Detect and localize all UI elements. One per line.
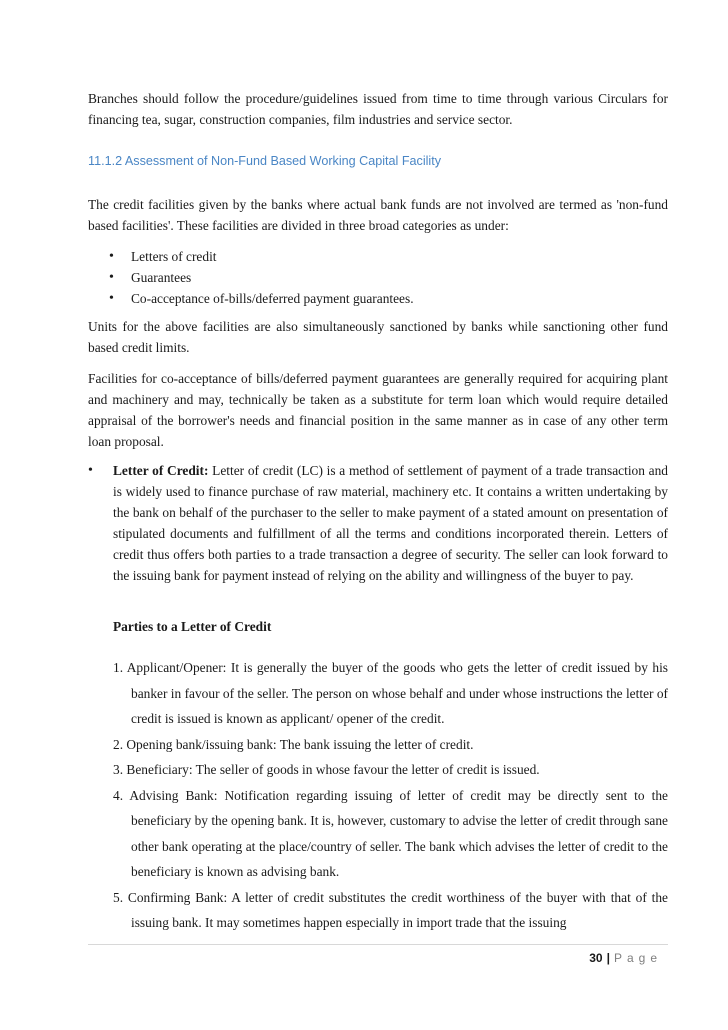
units-paragraph: Units for the above facilities are also simultaneously sanctioned by banks while sanctioning other fund based credit limits. — [88, 319, 668, 355]
list-item: • Letters of credit — [88, 246, 668, 267]
section-heading: 11.1.2 Assessment of Non-Fund Based Working Capital Facility — [88, 154, 442, 168]
page-footer — [589, 951, 662, 965]
category-list — [88, 246, 668, 309]
parties-heading: Parties to a Letter of Credit — [113, 619, 272, 634]
bullet-icon: • — [88, 463, 93, 478]
list-item: • Guarantees — [88, 267, 668, 288]
intro-paragraph: Branches should follow the procedure/guidelines issued from time to time through various Circulars for financing tea, sugar, construction companies, film industries and service sector. — [88, 91, 668, 127]
coacceptance-paragraph: Facilities for co-acceptance of bills/deferred payment guarantees are generally required for acquiring plant and machinery and may, technically be taken as a substitute for term loan which would require detailed appraisal of the borrower's needs and financial position in the same manner as in case of any other term loan proposal. — [88, 371, 668, 449]
page-number: 30 — [589, 951, 603, 965]
non-fund-paragraph: The credit facilities given by the banks where actual bank funds are not involved are termed as 'non-fund based facilities'. These facilities are divided in three broad categories as under: — [88, 197, 668, 233]
lc-title: Letter of Credit: — [113, 463, 209, 478]
parties-list — [113, 655, 668, 936]
letter-of-credit-item — [88, 460, 668, 586]
lc-paragraph — [113, 460, 668, 586]
list-item: 4. Advising Bank: Notification regarding issuing of letter of credit may be directly sent to the beneficiary by the opening bank. It is, however, customary to advise the letter of credit through sane other bank operating at the place/country of seller. The bank which advises the letter of credit to the beneficiary is known as advising bank. — [113, 787, 668, 879]
lc-body: Letter of credit (LC) is a method of settlement of payment of a trade transaction and is widely used to finance purchase of raw material, machinery etc. It contains a written undertaking by the bank on behalf of the purchaser to the seller to make payment of a stated amount on presentation of stipulated documents and fulfillment of all the terms and conditions incorporated therein. Letters of credit thus offers both parties to a trade transaction a degree of security. The seller can look forward to the issuing bank for payment instead of relying on the ability and willingness of the buyer to pay. — [113, 463, 668, 583]
list-item: 3. Beneficiary: The seller of goods in whose favour the letter of credit is issued. — [113, 762, 540, 777]
list-item: • Co-acceptance of-bills/deferred payment guarantees. — [88, 288, 668, 309]
footer-divider — [88, 944, 668, 945]
list-item: 5. Confirming Bank: A letter of credit substitutes the credit worthiness of the buyer with that of the issuing bank. It may sometimes happen especially in import trade that the issuing — [113, 889, 668, 930]
list-item: 2. Opening bank/issuing bank: The bank issuing the letter of credit. — [113, 736, 474, 752]
footer-separator: | — [606, 951, 610, 965]
list-item: 1. Applicant/Opener: It is generally the buyer of the goods who gets the letter of credit issued by his banker in favour of the seller. The person on whose behalf and under whose instructions the letter of credit is issued is known as applicant/ opener of the credit. — [113, 660, 668, 726]
page-label: Page — [613, 951, 662, 965]
